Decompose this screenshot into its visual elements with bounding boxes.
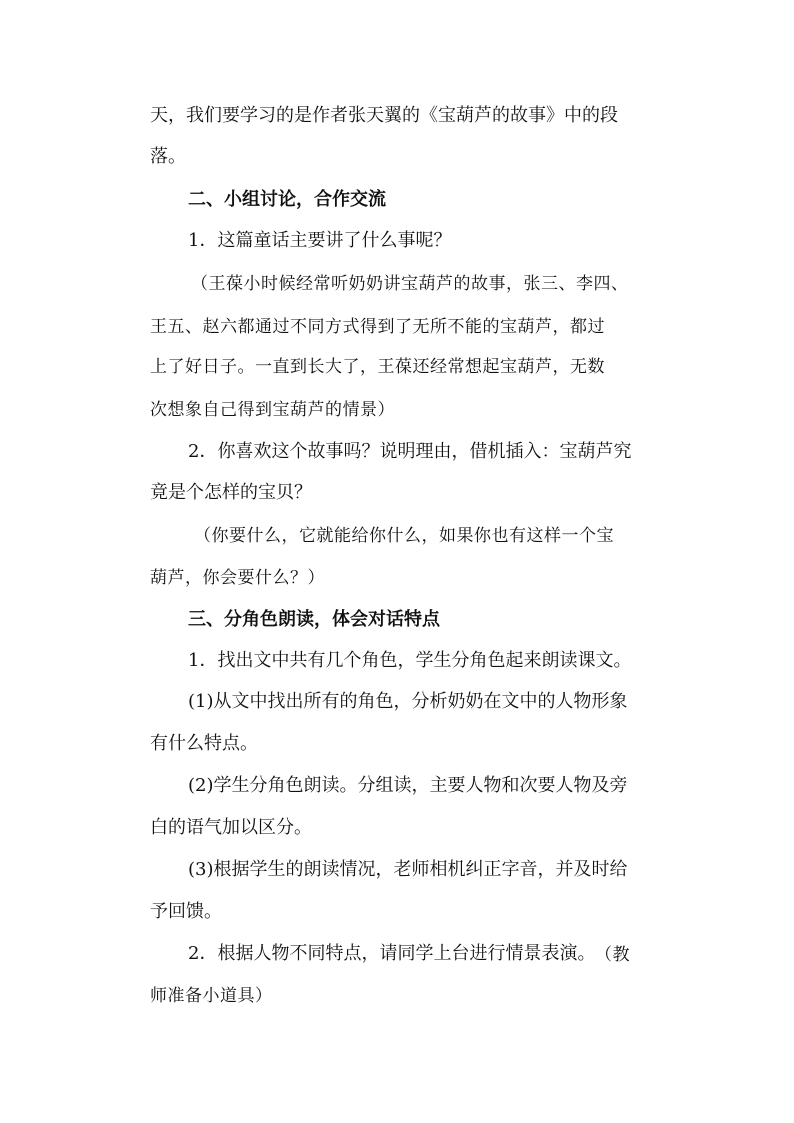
- paragraph-line: (1)从文中找出所有的角色，分析奶奶在文中的人物形象: [188, 691, 628, 712]
- section-heading: 三、分角色朗读，体会对话特点: [188, 609, 440, 630]
- paragraph-line: 予回馈。: [150, 901, 222, 922]
- paragraph-line: 2．根据人物不同特点，请同学上台进行情景表演。: [188, 943, 596, 964]
- paragraph-line: （教: [595, 945, 630, 965]
- answer-line: 上了好日子。一直到长大了，王葆还经常想起宝葫芦，无数: [150, 357, 605, 377]
- answer-line: （你要什么，它就能给你什么，如果你也有这样一个宝: [194, 526, 614, 546]
- paragraph-line: 有什么特点。: [150, 733, 258, 754]
- question-line: 2．你喜欢这个故事吗？说明理由，借机插入：宝葫芦究: [188, 441, 632, 462]
- paragraph-line: 天，我们要学习的是作者张天翼的《宝葫芦的故事》中的段: [150, 105, 618, 126]
- question-line: 竟是个怎样的宝贝？: [150, 482, 312, 503]
- paragraph-line: 1．找出文中共有几个角色，学生分角色起来朗读课文。: [188, 650, 632, 671]
- paragraph-line: 师准备小道具）: [150, 986, 273, 1006]
- paragraph-line: (2)学生分角色朗读。分组读，主要人物和次要人物及旁: [188, 775, 628, 796]
- question-line: 1．这篇童话主要讲了什么事呢？: [188, 230, 452, 251]
- paragraph-line: 落。: [150, 146, 186, 167]
- section-heading: 二、小组讨论，合作交流: [188, 189, 386, 210]
- paragraph-line: 白的语气加以区分。: [150, 817, 312, 838]
- answer-line: （王葆小时候经常听奶奶讲宝葫芦的故事，张三、李四、: [191, 274, 629, 294]
- answer-line: 次想象自己得到宝葫芦的情景）: [150, 400, 395, 420]
- answer-line: 葫芦，你会要什么？）: [150, 568, 325, 588]
- answer-line: 王五、赵六都通过不同方式得到了无所不能的宝葫芦，都过: [150, 317, 605, 337]
- paragraph-line: (3)根据学生的朗读情况，老师相机纠正字音，并及时给: [188, 859, 628, 880]
